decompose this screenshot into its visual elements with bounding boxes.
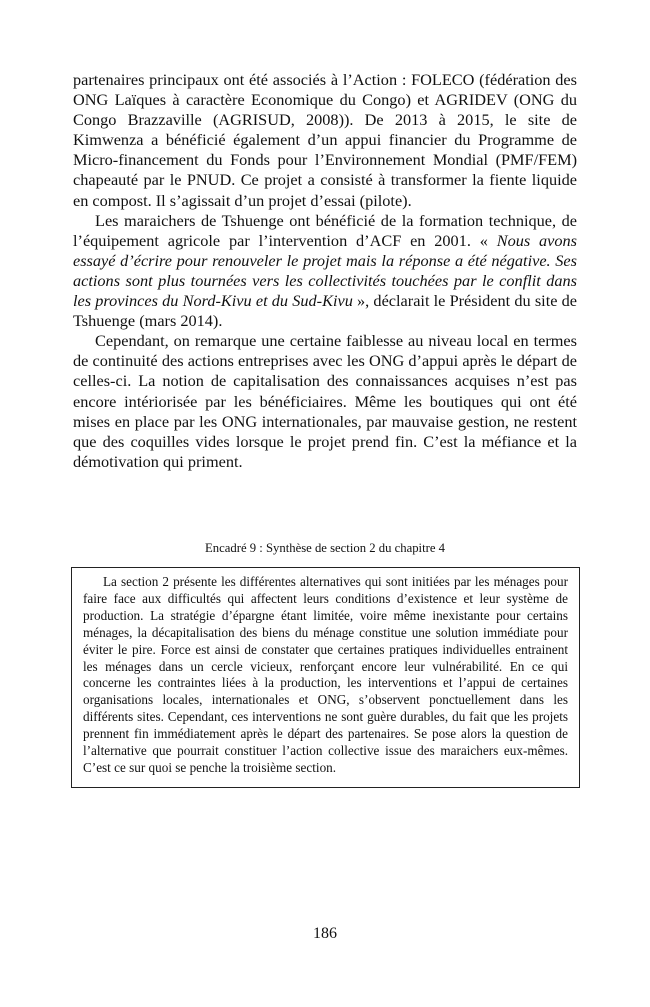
summary-text: La section 2 présente les différentes alternatives qui sont initiées par les ménages pour faire face aux difficultés qui affectent leurs conditions d’existence et leur système de production. La stratégie d’épargne étant limitée, voire même inexistante pour certains ménages, la décapitalisation des biens du ménage constitue une solution immédiate pour éviter le pire. Force est ainsi de constater que certaines pratiques individuelles entrainent les ménages dans un cercle vicieux, renforçant encore leur vulnérabilité. En ce qui concerne les contraintes liées à la production, les interventions et l’appui de certaines organisations locales, internationales et ONG, s’observent ponctuellement dans les différents sites. Cependant, ces interventions ne sont guère durables, du fait que les projets prennent fin immédiatement après le départ des partenaires. Se pose alors la question de l’alternative que pourrait constituer l’action collective issue des maraichers eux-mêmes. C’est ce sur quoi se penche la troisième section. — [83, 574, 568, 775]
paragraph: partenaires principaux ont été associés à l’Action : FOLECO (fédération des ONG Laïques à caractère Economique du Congo) et AGRIDEV (ONG du Congo Brazzaville (AGRISUD, 2008)). De 2013 à 2015, le site de Kimwenza a bénéficié également d’un appui financier du Programme de Micro-financement du Fonds pour l’Environnement Mondial (PMF/FEM) chapeauté par le PNUD. Ce projet a consisté à transformer la fiente liquide en compost. Il s’agissait d’un projet d’essai (pilote). — [73, 70, 577, 210]
box-caption: Encadré 9 : Synthèse de section 2 du chapitre 4 — [205, 541, 445, 555]
quotation: Nous avons essayé d’écrire pour renouveler le projet mais la réponse a été négative. Ses actions sont plus tournées vers les collectivités touchées par le conflit dans les provinces du Nord-Kivu et du Sud-Kivu — [73, 230, 577, 311]
paragraph: Cependant, on remarque une certaine faiblesse au niveau local en termes de continuité des actions entreprises avec les ONG d’appui après le départ de celles-ci. La notion de capitalisation des connaissances acquises n’est pas encore intériorisée par les bénéficiaires. Même les boutiques qui ont été mises en place par les ONG internationales, par mauvaise gestion, ne restent que des coquilles vides lorsque le projet prend fin. C’est la méfiance et la démotivation qui priment. — [73, 331, 577, 471]
page-number: 186 — [313, 925, 337, 942]
body-text — [73, 70, 577, 472]
paragraph — [73, 211, 577, 332]
summary-box — [71, 567, 580, 788]
paragraph-text: Les maraichers de Tshuenge ont bénéficié de la formation technique, de l’équipement agricole par l’intervention d’ACF en 2001. « — [73, 210, 577, 250]
paragraph-text: », déclarait le Président du site de Tshuenge (mars 2014). — [73, 291, 577, 331]
